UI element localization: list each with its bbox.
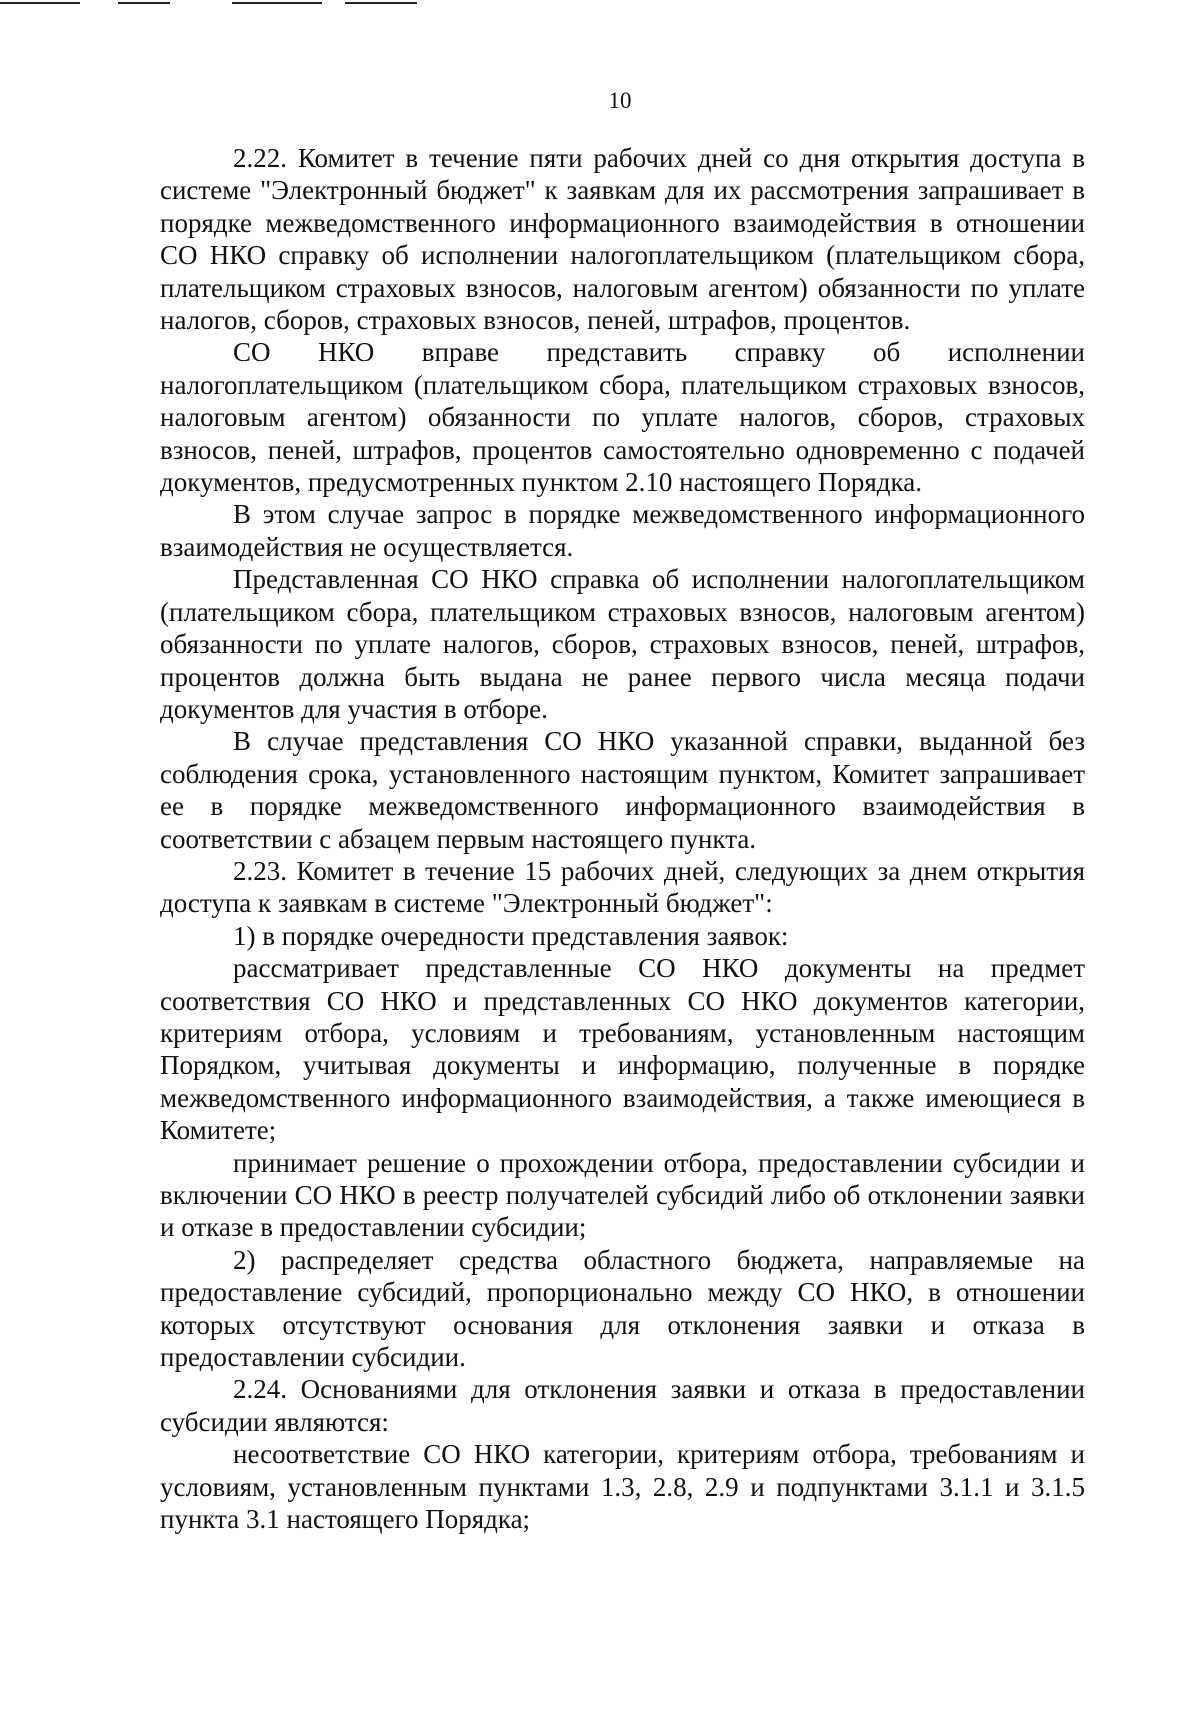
paragraph-expired-certificate: В случае представления СО НКО указанной справки, выданной без соблюдения срока, установленного настоящим пунктом, Комитет запрашивает ее в порядке межведомственного информационного взаимодействия в соответствии с абзацем первым настоящего пункта. [160, 726, 1085, 854]
paragraph-2-22: 2.22. Комитет в течение пяти рабочих дней со дня открытия доступа в системе "Электронный бюджет" к заявкам для их рассмотрения запрашивает в порядке межведомственного информационного взаимодействия в отношении СО НКО справку об исполнении налогоплательщиком (плательщиком сбора, плательщиком страховых взносов, налоговым агентом) обязанности по уплате налогов, сборов, страховых взносов, пеней, штрафов, процентов. [160, 143, 1085, 336]
paragraph-2-23-item-2: 2) распределяет средства областного бюджета, направляемые на предоставление субсидий, пропорционально между СО НКО, в отношении которых отсутствуют основания для отклонения заявки и отказа в предоставлении субсидии. [160, 1244, 1085, 1373]
paragraph-certificate-date: Представленная СО НКО справка об исполнении налогоплательщиком (плательщиком сбора, плательщиком страховых взносов, налоговым агентом) обязанности по уплате налогов, сборов, страховых взносов, пеней, штрафов, процентов должна быть выдана не ранее первого числа месяца подачи документов для участия в отборе. [160, 564, 1085, 724]
document-body [160, 142, 1085, 1535]
paragraph-makes-decision: принимает решение о прохождении отбора, предоставлении субсидии и включении СО НКО в реестр получателей субсидий либо об отклонении заявки и отказе в предоставлении субсидии; [160, 1147, 1085, 1243]
paragraph-reviews-documents: рассматривает представленные СО НКО документы на предмет соответствия СО НКО и представленных СО НКО документов категории, критериям отбора, условиям и требованиям, установленным настоящим Порядком, учитывая документы и информацию, полученные в порядке межведомственного информационного взаимодействия, а также имеющиеся в Комитете; [160, 953, 1085, 1146]
paragraph-nko-right: СО НКО вправе представить справку об исполнении налогоплательщиком (плательщиком сбора, плательщиком страховых взносов, налоговым агентом) обязанности по уплате налогов, сборов, страховых взносов, пеней, штрафов, процентов самостоятельно одновременно с подачей документов, предусмотренных пунктом 2.10 настоящего Порядка. [160, 337, 1085, 498]
paragraph-2-24: 2.24. Основаниями для отклонения заявки и отказа в предоставлении субсидии являются: [160, 1374, 1085, 1437]
scan-edge-marks [0, 0, 1200, 8]
page-number: 10 [608, 88, 632, 113]
paragraph-no-request: В этом случае запрос в порядке межведомственного информационного взаимодействия не осуществляется. [160, 499, 1085, 562]
paragraph-2-23-item-1: 1) в порядке очередности представления заявок: [233, 920, 789, 951]
paragraph-rejection-ground-1: несоответствие СО НКО категории, критериям отбора, требованиям и условиям, установленным пунктами 1.3, 2.8, 2.9 и подпунктами 3.1.1 и 3.1.5 пункта 3.1 настоящего Порядка; [160, 1439, 1085, 1535]
paragraph-2-23: 2.23. Комитет в течение 15 рабочих дней, следующих за днем открытия доступа к заявкам в системе "Электронный бюджет": [160, 855, 1085, 919]
